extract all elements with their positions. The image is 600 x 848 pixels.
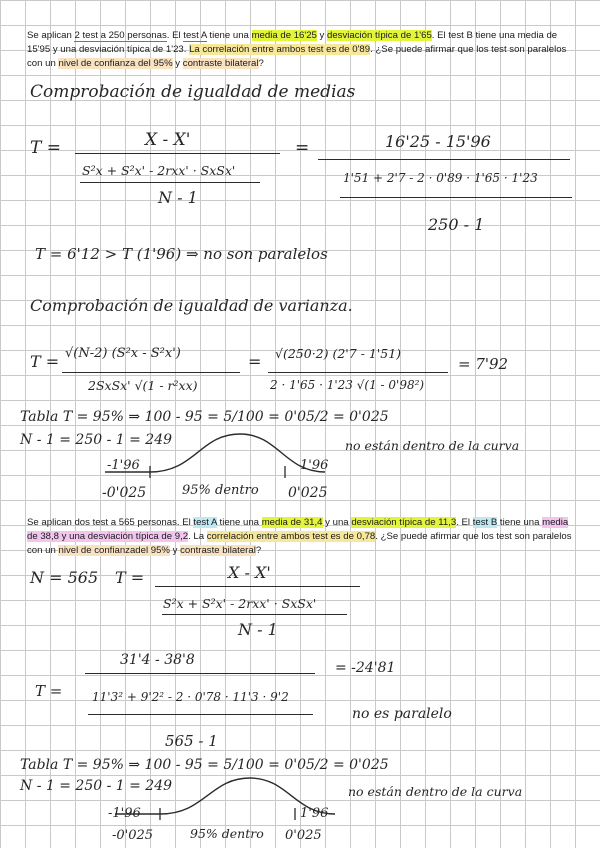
highlight-confidence: nivel de confianza del 95% xyxy=(58,58,173,69)
problem-text: tiene una xyxy=(206,30,252,41)
curve-low-right: 0'025 xyxy=(285,828,322,843)
highlight-test-a: test A xyxy=(183,30,207,41)
result-means: T = 6'12 > T (1'96) ⇒ no son paralelos xyxy=(35,245,328,263)
problem-text: . El test B tiene una media de 15'95 y una desviación típica de 1'23. xyxy=(27,30,558,55)
t-label: T = xyxy=(35,682,63,700)
t-label: T = xyxy=(115,568,145,587)
result-value: = -24'81 xyxy=(335,660,396,676)
problem-1-statement xyxy=(27,29,575,71)
t-label: T = xyxy=(30,352,60,371)
fraction-line xyxy=(340,197,572,198)
problem-text: y una xyxy=(322,517,352,528)
variance-result: = 7'92 xyxy=(458,355,509,373)
problem-text: tiene una xyxy=(216,517,262,528)
highlight-correlation: La correlación entre ambos test es de 0'89 xyxy=(189,44,371,55)
formula-numerator: X - X' xyxy=(228,563,271,582)
highlight-sample: 2 test a 250 personas xyxy=(74,30,167,41)
highlight-mean-a: media de 31,4 xyxy=(261,517,323,528)
fraction-line xyxy=(155,586,360,587)
table-lookup: Tabla T = 95% ⇒ 100 - 95 = 5/100 = 0'05/2 = 0'025 xyxy=(20,757,389,773)
problem-text: y xyxy=(316,30,328,41)
numerator-values: 31'4 - 38'8 xyxy=(120,652,195,668)
highlight-mean: media de 16'25 xyxy=(251,30,317,41)
problem-text: . La xyxy=(188,531,207,542)
problem-text: . ¿Se puede afirmar que los test son paralelos con un xyxy=(27,44,567,69)
fraction-line xyxy=(162,614,347,615)
fraction-line xyxy=(62,372,240,373)
problem-text: Se aplican dos test a 565 personas. El xyxy=(27,517,194,528)
problem-text: ? xyxy=(255,545,262,556)
problem-text: tiene una xyxy=(497,517,543,528)
heading-variance: Comprobación de igualdad de varianza. xyxy=(30,296,353,315)
highlight-confidence: nivel de confianzadel 95% xyxy=(58,545,170,556)
curve-right-value: 1'96 xyxy=(300,458,329,473)
problem-text: . El xyxy=(166,30,184,41)
problem-text: Se aplican xyxy=(27,30,75,41)
curve-low-left: -0'025 xyxy=(112,828,154,843)
problem-2-statement xyxy=(27,516,575,558)
highlight-test-b: test B xyxy=(472,517,498,528)
variance-numerator: √(N-2) (S²x - S²x') xyxy=(65,346,181,361)
fraction-line xyxy=(88,714,313,715)
problem-text: ? xyxy=(258,58,264,69)
degrees-freedom: N - 1 = 250 - 1 = 249 xyxy=(20,778,173,794)
curve-left-value: -1'96 xyxy=(107,458,140,473)
highlight-deviation-a: desviación típica de 11,3 xyxy=(351,517,457,528)
conclusion-2: no están dentro de la curva xyxy=(348,784,523,799)
formula-denominator-top: S²x + S²x' - 2rxx' · SxSx' xyxy=(163,596,317,611)
verdict: no es paralelo xyxy=(352,706,452,722)
highlight-mean-deviation-b: media de 38,8 y una desviación típica de 9,2 xyxy=(27,517,569,542)
conclusion-1: no están dentro de la curva xyxy=(345,438,520,453)
problem-text: . ¿Se puede afirmar que los test son paralelos con un xyxy=(27,531,572,556)
n-label: N = 565 xyxy=(30,568,99,587)
denominator-bottom-values: 565 - 1 xyxy=(165,732,218,750)
curve-left-value: -1'96 xyxy=(108,806,141,821)
fraction-line xyxy=(80,182,260,183)
variance-denominator: 2SxSx' √(1 - r²xx) xyxy=(88,378,198,393)
formula-denominator-bottom: N - 1 xyxy=(158,188,198,207)
formula-numerator: X - X' xyxy=(145,130,191,150)
denominator-bottom-values: 250 - 1 xyxy=(428,215,485,234)
highlight-deviation: desviación típica de 1'65 xyxy=(327,30,432,41)
numerator-values: 16'25 - 15'96 xyxy=(385,132,491,151)
table-lookup: Tabla T = 95% ⇒ 100 - 95 = 5/100 = 0'05/2 = 0'025 xyxy=(20,409,389,425)
curve-low-mid: 95% dentro xyxy=(190,826,264,841)
variance-denominator-values: 2 · 1'65 · 1'23 √(1 - 0'98²) xyxy=(270,378,425,392)
denominator-values: 11'3² + 9'2² - 2 · 0'78 · 11'3 · 9'2 xyxy=(92,690,289,704)
curve-right-value: 1'96 xyxy=(300,806,329,821)
highlight-test-a: test A xyxy=(193,517,217,528)
fraction-line xyxy=(75,153,280,154)
highlight-contrast: contraste bilateral xyxy=(182,58,259,69)
problem-text: . El xyxy=(456,517,473,528)
fraction-line xyxy=(318,159,570,160)
problem-text: y xyxy=(172,58,183,69)
fraction-line xyxy=(268,372,448,373)
variance-numerator-values: √(250·2) (2'7 - 1'51) xyxy=(275,346,402,361)
t-label: T = xyxy=(30,138,61,158)
equals-sign: = xyxy=(248,352,262,371)
denominator-values: 1'51 + 2'7 - 2 · 0'89 · 1'65 · 1'23 xyxy=(343,171,538,185)
curve-low-mid: 95% dentro xyxy=(182,483,259,498)
curve-low-left: -0'025 xyxy=(102,485,147,501)
highlight-correlation: correlación entre ambos test es de 0,78 xyxy=(206,531,376,542)
highlight-contrast: contraste bilateral xyxy=(180,545,256,556)
formula-denominator-top: S²x + S²x' - 2rxx' · SxSx' xyxy=(82,163,236,178)
fraction-line xyxy=(85,673,315,674)
equals-sign: = xyxy=(295,138,310,158)
curve-low-right: 0'025 xyxy=(288,485,328,501)
degrees-freedom: N - 1 = 250 - 1 = 249 xyxy=(20,432,173,448)
problem-text: y xyxy=(169,545,181,556)
heading-means: Comprobación de igualdad de medias xyxy=(30,82,356,102)
formula-denominator-bottom: N - 1 xyxy=(238,620,278,639)
